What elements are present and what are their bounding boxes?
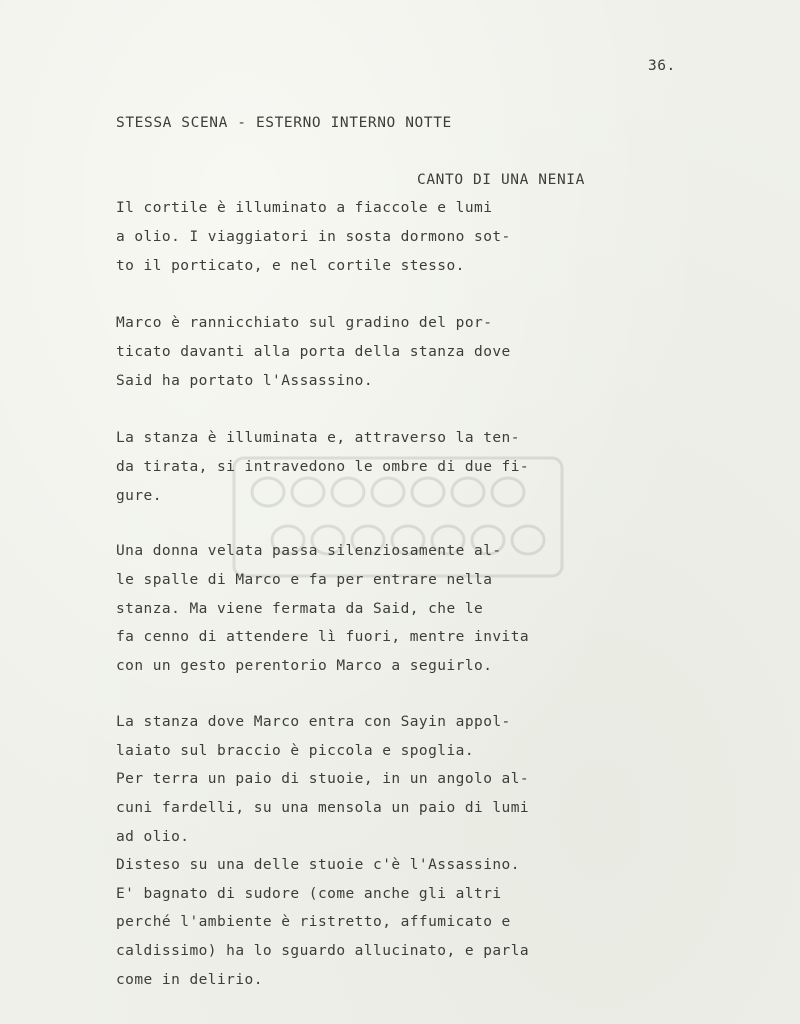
- body-line: Per terra un paio di stuoie, in un angolo al-: [116, 771, 530, 787]
- page-number: 36.: [648, 58, 676, 74]
- body-line: Said ha portato l'Assassino.: [116, 373, 374, 389]
- body-line: con un gesto perentorio Marco a seguirlo.: [116, 658, 493, 674]
- body-line: ad olio.: [116, 829, 190, 845]
- body-line: cuni fardelli, su una mensola un paio di lumi: [116, 800, 530, 816]
- body-line: caldissimo) ha lo sguardo allucinato, e parla: [116, 943, 530, 959]
- body-line: a olio. I viaggiatori in sosta dormono sot-: [116, 229, 511, 245]
- body-line: La stanza dove Marco entra con Sayin appol-: [116, 714, 511, 730]
- body-line: gure.: [116, 488, 162, 504]
- body-line: fa cenno di attendere lì fuori, mentre invita: [116, 629, 530, 645]
- body-line: stanza. Ma viene fermata da Said, che le: [116, 601, 484, 617]
- body-line: laiato sul braccio è piccola e spoglia.: [116, 743, 475, 759]
- body-line: La stanza è illuminata e, attraverso la ten-: [116, 430, 520, 446]
- body-line: Marco è rannicchiato sul gradino del por-: [116, 315, 493, 331]
- body-line: Il cortile è illuminato a fiaccole e lumi: [116, 200, 493, 216]
- body-line: come in delirio.: [116, 972, 263, 988]
- sound-cue: CANTO DI UNA NENIA: [417, 172, 585, 188]
- body-line: le spalle di Marco e fa per entrare nella: [116, 572, 493, 588]
- body-line: da tirata, si intravedono le ombre di due fi-: [116, 459, 530, 475]
- body-line: Una donna velata passa silenziosamente al-: [116, 543, 502, 559]
- body-line: ticato davanti alla porta della stanza dove: [116, 344, 511, 360]
- body-line: perché l'ambiente è ristretto, affumicato e: [116, 914, 511, 930]
- body-line: Disteso su una delle stuoie c'è l'Assassino.: [116, 857, 520, 873]
- body-line: E' bagnato di sudore (come anche gli altri: [116, 886, 502, 902]
- body-line: to il porticato, e nel cortile stesso.: [116, 258, 465, 274]
- scene-heading: STESSA SCENA - ESTERNO INTERNO NOTTE: [116, 115, 452, 131]
